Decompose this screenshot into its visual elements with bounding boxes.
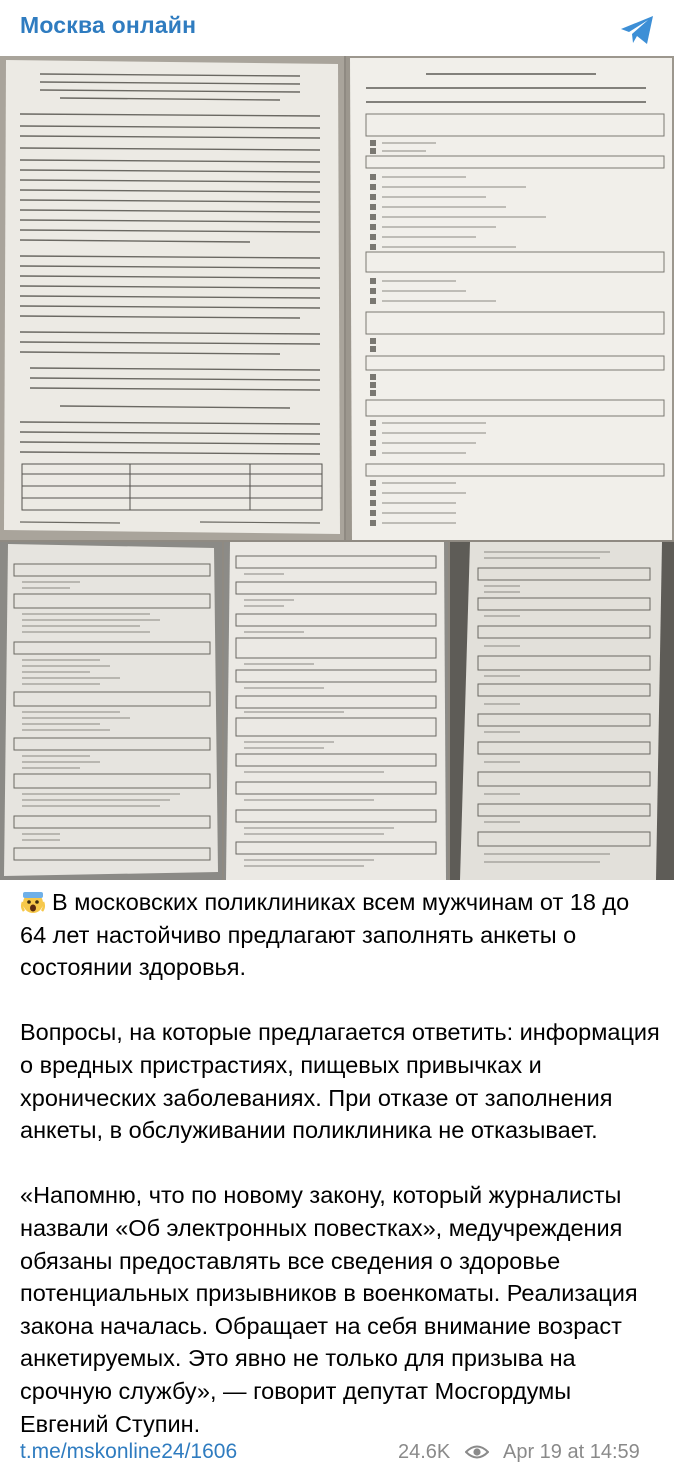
post-paragraph-1-text: В московских поликлиниках всем мужчинам от 18 до 64 лет настойчиво предлагают заполнять анкеты о состоянии здоровья. (20, 889, 630, 981)
eye-icon (465, 1443, 489, 1461)
document-photo-3 (0, 542, 222, 880)
photo-album (0, 56, 674, 880)
photo-consent-form[interactable] (0, 56, 344, 540)
document-photo-4 (224, 542, 448, 880)
paper-plane-share-icon (617, 10, 657, 50)
photo-questionnaire-page-4[interactable] (450, 542, 674, 880)
shocked-face-emoji-icon (20, 890, 46, 914)
channel-header (0, 0, 674, 56)
views-count: 24.6K (398, 1441, 451, 1463)
photo-questionnaire-page-1[interactable] (346, 56, 674, 540)
post-paragraph-1 (20, 886, 660, 984)
document-photo-5 (450, 542, 674, 880)
document-photo-2 (346, 56, 674, 540)
post-link[interactable]: t.me/mskonline24/1606 (20, 1440, 238, 1463)
document-photo-1 (0, 56, 344, 540)
post-body (20, 886, 660, 1440)
photo-questionnaire-page-2[interactable] (0, 542, 222, 880)
post-footer (0, 1430, 674, 1474)
post-paragraph-3: «Напомню, что по новому закону, который журналисты назвали «Об электронных повестках», медучреждения обязаны предоставлять все сведения о здоровье потенциальных призывников в военкоматы. Реализация закона началась. Обращает на себя внимание возраст анкетируемых. Это явно не только для призыва на срочную службу», — говорит депутат Мосгордумы Евгений Ступин. (20, 1182, 638, 1437)
post-date: Apr 19 at 14:59 (503, 1441, 640, 1463)
channel-name[interactable]: Москва онлайн (20, 12, 197, 38)
post-paragraph-2: Вопросы, на которые предлагается ответить: информация о вредных пристрастиях, пищевых привычках и хронических заболеваниях. При отказе от заполнения анкеты, в обслуживании поликлиника не отказывает. (20, 1019, 660, 1144)
share-button[interactable] (617, 10, 657, 50)
photo-questionnaire-page-3[interactable] (224, 542, 448, 880)
